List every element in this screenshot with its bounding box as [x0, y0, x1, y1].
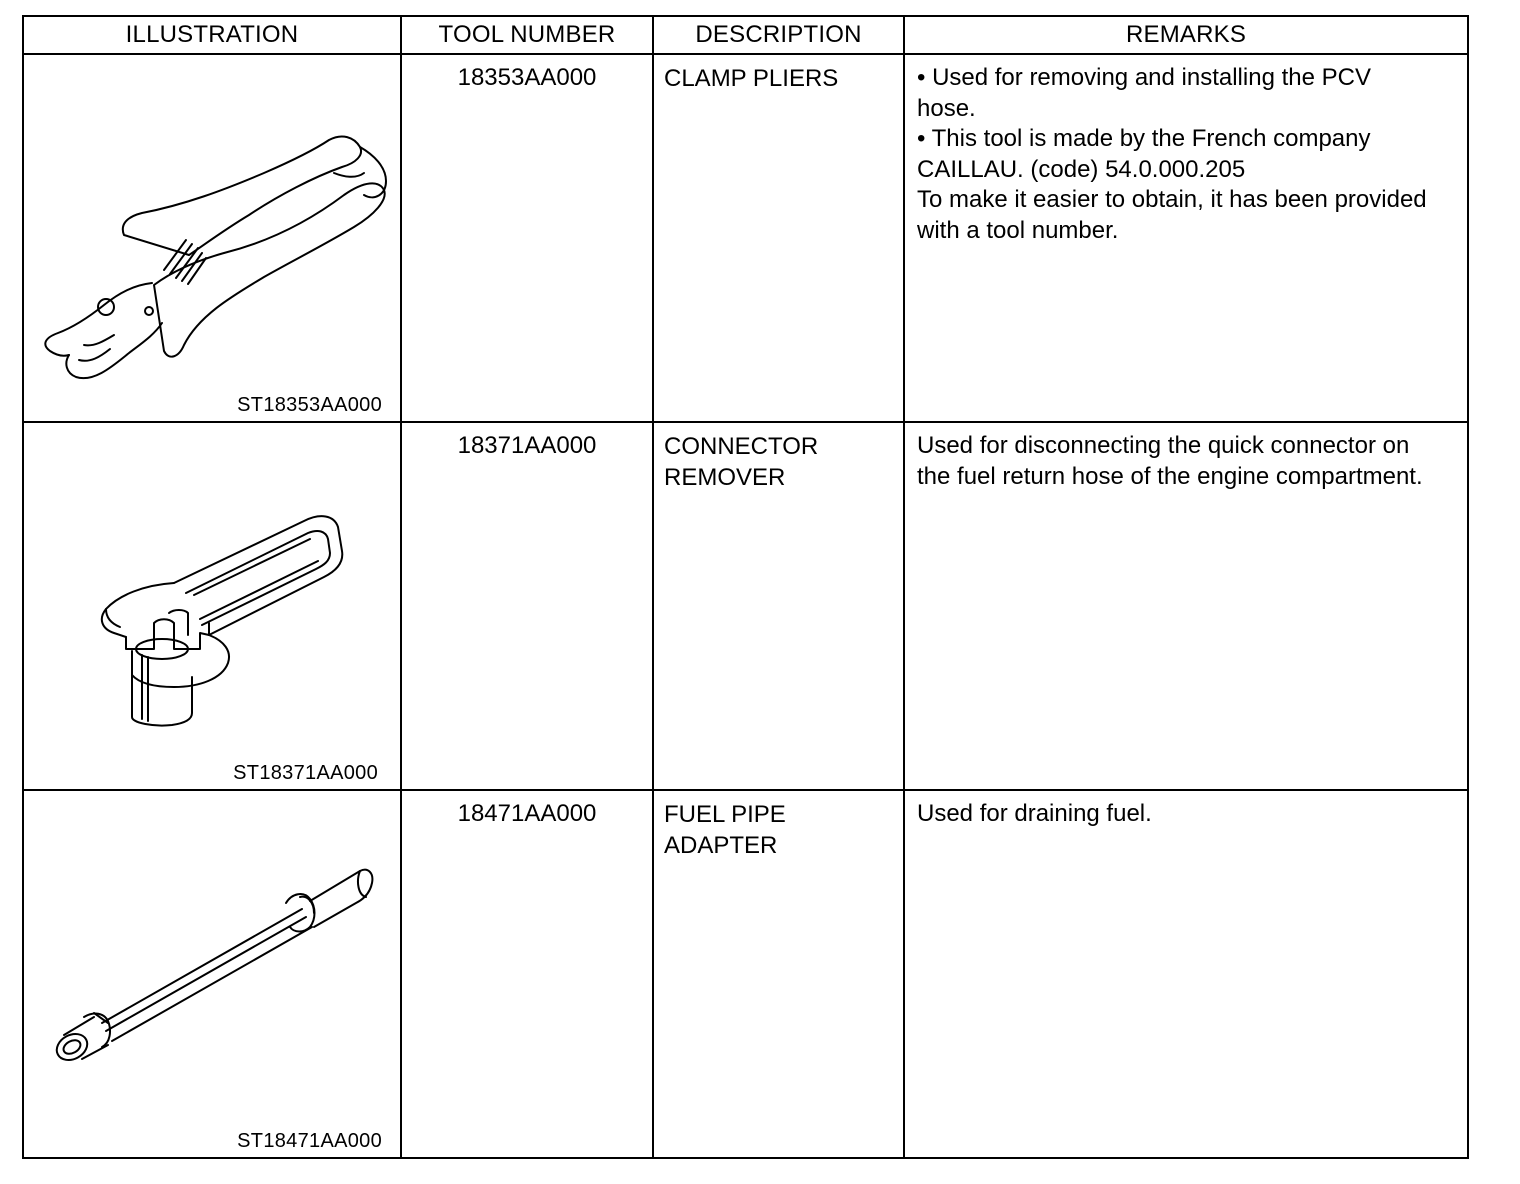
tool-number-cell: 18353AA000	[401, 54, 653, 422]
remarks-line: • This tool is made by the French company	[917, 125, 1371, 152]
illustration-code: ST18353AA000	[237, 394, 382, 416]
special-tools-table	[22, 15, 1469, 1159]
description-line: CLAMP PLIERS	[664, 65, 839, 92]
connector-remover-drawing-icon	[24, 423, 400, 789]
description-cell	[653, 790, 904, 1158]
table-row	[23, 790, 1468, 1158]
clamp-pliers-drawing-icon	[24, 55, 400, 421]
remarks-line: To make it easier to obtain, it has been provided	[917, 186, 1427, 213]
illustration-cell	[23, 790, 401, 1158]
table-row	[23, 54, 1468, 422]
description-line: CONNECTOR	[664, 433, 819, 460]
remarks-cell	[904, 54, 1468, 422]
description-cell	[653, 54, 904, 422]
description-line: ADAPTER	[664, 832, 778, 859]
tool-number-cell: 18371AA000	[401, 422, 653, 790]
remarks-line: Used for draining fuel.	[917, 800, 1152, 827]
remarks-line: hose.	[917, 94, 976, 122]
remarks-cell	[904, 422, 1468, 790]
header-row	[23, 16, 1468, 54]
illustration-cell	[23, 54, 401, 422]
remarks-line: with a tool number.	[917, 216, 1119, 244]
remarks-line: Used for disconnecting the quick connector on	[917, 432, 1410, 459]
description-cell	[653, 422, 904, 790]
table-row	[23, 422, 1468, 790]
header-tool-number: TOOL NUMBER	[401, 16, 653, 54]
header-description: DESCRIPTION	[653, 16, 904, 54]
illustration-code: ST18471AA000	[237, 1130, 382, 1152]
remarks-line: CAILLAU. (code) 54.0.000.205	[917, 155, 1246, 183]
header-remarks: REMARKS	[904, 16, 1468, 54]
tool-number-cell: 18471AA000	[401, 790, 653, 1158]
header-illustration: ILLUSTRATION	[23, 16, 401, 54]
fuel-pipe-adapter-drawing-icon	[24, 791, 400, 1157]
description-line: REMOVER	[664, 464, 786, 491]
remarks-cell	[904, 790, 1468, 1158]
illustration-cell	[23, 422, 401, 790]
description-line: FUEL PIPE	[664, 801, 786, 828]
illustration-code: ST18371AA000	[233, 762, 378, 784]
remarks-line: • Used for removing and installing the PCV	[917, 64, 1371, 91]
remarks-line: the fuel return hose of the engine compartment.	[917, 462, 1423, 490]
